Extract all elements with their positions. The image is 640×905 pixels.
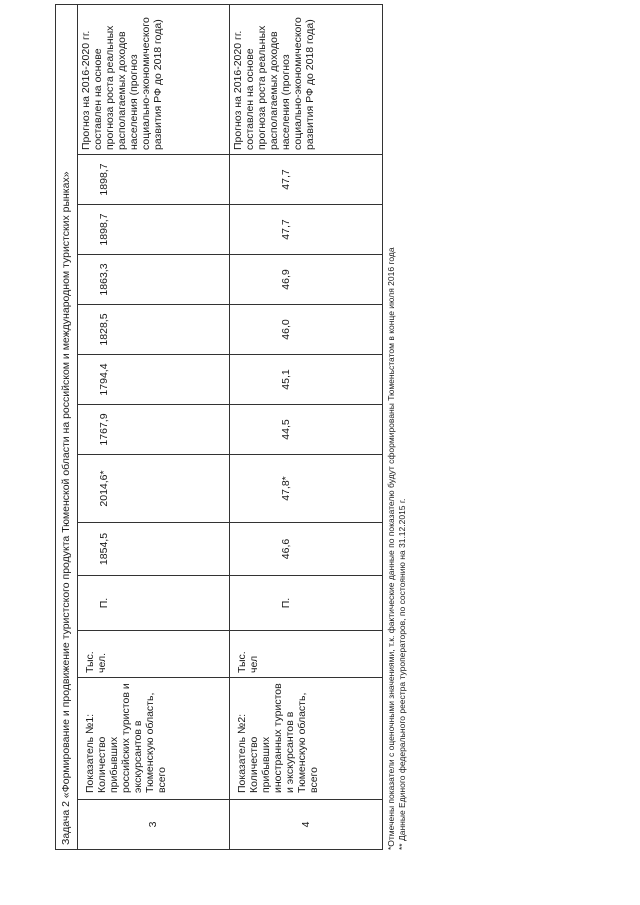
indicator-name: Показатель №2: Количество прибывших иностранных туристов и экскурсантов в Тюменскую область, всего (230, 678, 383, 800)
value-cell: 47,7 (230, 205, 383, 255)
unit-cell: Тыс. чел (230, 631, 383, 678)
value-cell: 1828,5 (78, 305, 230, 355)
note-cell: Прогноз на 2016-2020 гг. составлен на основе прогноза роста реальных располагаемых доходов населения (прогноз социально-экономического развития РФ до 2018 года) (78, 4, 230, 154)
value-cell: 46,9 (230, 255, 383, 305)
value-cell: 46,0 (230, 305, 383, 355)
table-row (78, 4, 230, 849)
value-cell: 2014,6* (78, 455, 230, 523)
value-cell: 44,5 (230, 405, 383, 455)
footnotes (386, 30, 407, 850)
row-number: 4 (230, 800, 383, 850)
table-row (230, 4, 383, 849)
value-cell: 1767,9 (78, 405, 230, 455)
value-cell: 47,8* (230, 455, 383, 523)
value-cell: 1898,7 (78, 155, 230, 205)
value-cell: 1794,4 (78, 355, 230, 405)
value-cell: 1898,7 (78, 205, 230, 255)
footnote-registry: ** Данные Единого федерального реестра туроператоров, по состоянию на 31.12.2015 г. (396, 498, 407, 850)
footnote-estimated: *Отмечены показатели с оценочными значениями, т.к. фактические данные по показателю будут сформированы Тюменьстатом в конце июля 2016 года (386, 247, 396, 850)
unit-cell: Тыс. чел. (78, 631, 230, 678)
value-cell: 1863,3 (78, 255, 230, 305)
note-cell: Прогноз на 2016-2020 гг. составлен на основе прогноза роста реальных располагаемых доходов населения (прогноз социально-экономического развития РФ до 2018 года) (230, 4, 383, 154)
indicators-table (55, 4, 383, 850)
value-cell: 47,7 (230, 155, 383, 205)
type-cell: П. (78, 576, 230, 631)
value-cell: 46,6 (230, 523, 383, 576)
type-cell: П. (230, 576, 383, 631)
row-number: 3 (78, 800, 230, 850)
section-title-row (56, 4, 78, 849)
indicator-name: Показатель №1: Количество прибывших российских туристов и экскурсантов в Тюменскую область, всего (78, 678, 230, 800)
value-cell: 1854,5 (78, 523, 230, 576)
section-title: Задача 2 «Формирование и продвижение туристского продукта Тюменской области на российском и международном туристских рынках» (56, 4, 78, 849)
value-cell: 45,1 (230, 355, 383, 405)
